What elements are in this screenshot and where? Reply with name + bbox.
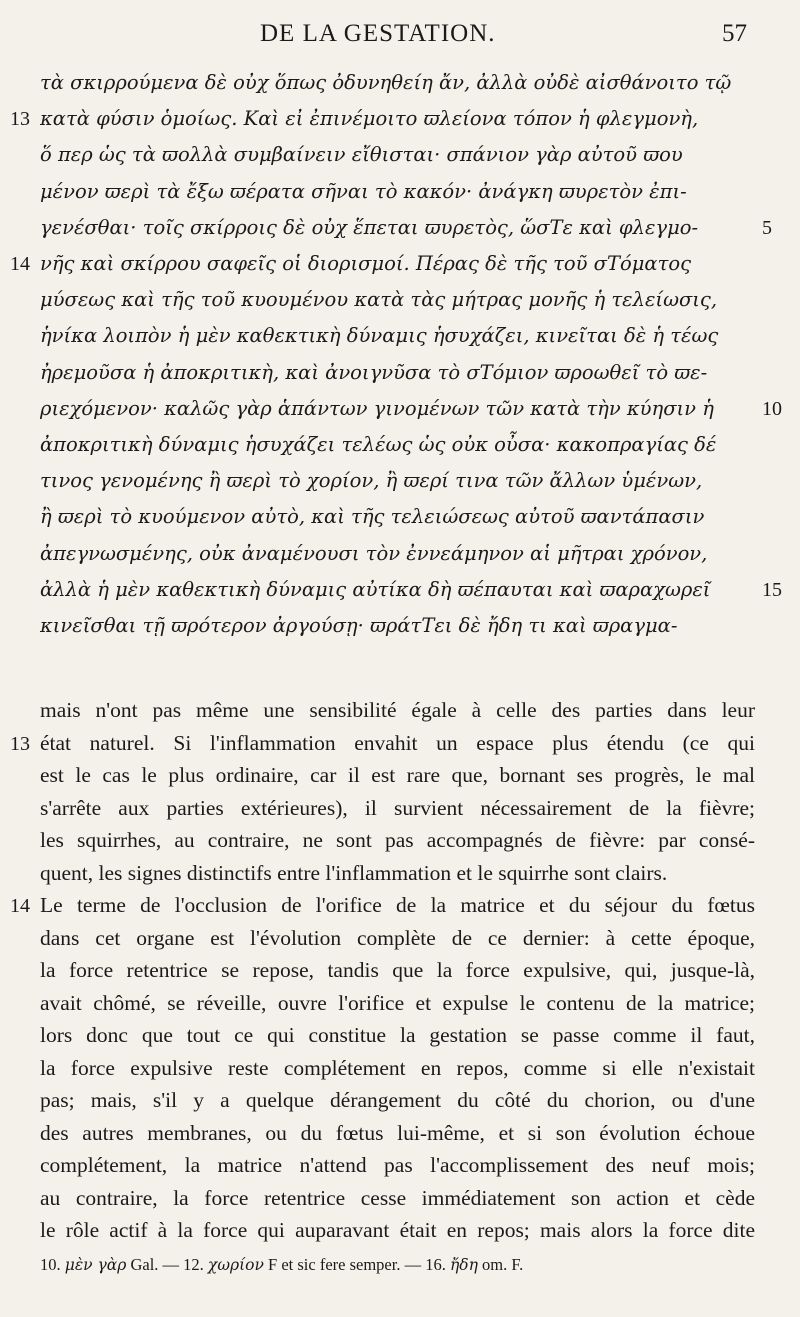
greek-text-line: κινεῖσθαι τῇ ϖρότερον ἀργούσῃ· ϖράτΤει δὲ ἤδη τι καὶ ϖραγμα- — [40, 614, 678, 637]
french-text-line: état naturel. Si l'inflammation envahit un espace plus étendu (ce qui — [40, 730, 755, 755]
footnote-greek: χωρίον — [207, 1256, 264, 1274]
margin-number: 14 — [10, 895, 30, 917]
footnote-greek: ἤδη — [449, 1256, 478, 1274]
greek-text-line: τινος γενομένης ἢ ϖερὶ τὸ χορίον, ἢ ϖερί τινα τῶν ἄλλων ὑμένων, — [40, 469, 703, 493]
french-text-line: dans cet organe est l'évolution complète de ce dernier: à cette époque, — [40, 925, 755, 950]
margin-number: 13 — [10, 732, 30, 755]
french-text-line: au contraire, la force retentrice cesse immédiatement son action et cède — [40, 1185, 755, 1210]
greek-text-line: νῆς καὶ σκίρρου σαφεῖς οἱ διορισμοί. Πέρας δὲ τῆς τοῦ σΤόματος — [40, 252, 692, 275]
greek-text-line: ἡνίκα λοιπὸν ἡ μὲν καθεκτικὴ δύναμις ἡσυχάζει, κινεῖται δὲ ἡ τέως — [40, 324, 719, 348]
greek-text-line: γενέσθαι· τοῖς σκίρροις δὲ οὐχ ἕπεται ϖυρετὸς, ὥσΤε καὶ φλεγμο- — [40, 215, 699, 239]
margin-number: 15 — [762, 578, 782, 601]
footnote-text: F et sic fere semper. — 16. — [268, 1255, 446, 1274]
french-text-line: quent, les signes distinctifs entre l'inflammation et le squirrhe sont clairs. — [40, 860, 668, 885]
running-header — [0, 18, 800, 52]
footnote — [40, 1255, 755, 1275]
french-text-line: Le terme de l'occlusion de l'orifice de la matrice et du séjour du fœtus — [40, 893, 755, 917]
footnote-greek: μὲν γὰρ — [64, 1256, 127, 1274]
footnote-number: 10. — [40, 1255, 61, 1274]
page-number: 57 — [722, 20, 747, 47]
margin-number: 10 — [762, 397, 782, 420]
french-text-line: le rôle actif à la force qui auparavant était en repos; mais alors la force dite — [40, 1218, 755, 1242]
greek-text-line: ὅ περ ὡς τὰ ϖολλὰ συμβαίνειν εἴθισται· σπάνιον γὰρ αὐτοῦ ϖου — [40, 143, 683, 167]
french-text-line: mais n'ont pas même une sensibilité égale à celle des parties dans leur — [40, 698, 755, 722]
greek-text-line: τὰ σκιρρούμενα δὲ οὐχ ὅπως ὀδυνηθείη ἄν, ἀλλὰ οὐδὲ αἰσθάνοιτο τῷ — [40, 71, 732, 94]
margin-number: 5 — [762, 216, 772, 239]
greek-text-line: κατὰ φύσιν ὁμοίως. Καὶ εἰ ἐπινέμοιτο ϖλείονα τόπον ἡ φλεγμονὴ, — [40, 107, 699, 131]
french-text-line: la force expulsive reste complétement en repos, comme si elle n'existait — [40, 1055, 755, 1080]
french-text-line: lors donc que tout ce qui constitue la gestation se passe comme il faut, — [40, 1023, 755, 1047]
greek-text-line: ἀποκριτικὴ δύναμις ἡσυχάζει τελέως ὡς οὐκ οὖσα· κακοπραγίας δέ — [40, 433, 717, 456]
greek-text-line: ἢ ϖερὶ τὸ κυούμενον αὐτὸ, καὶ τῆς τελειώσεως αὐτοῦ ϖαντάπασιν — [40, 505, 705, 529]
margin-number: 13 — [10, 108, 30, 131]
greek-text-line: ἀπεγνωσμένης, οὐκ ἀναμένουσι τὸν ἐννεάμηνον αἱ μῆτραι χρόνον, — [40, 541, 708, 565]
greek-text-line: ριεχόμενον· καλῶς γὰρ ἁπάντων γινομένων τῶν κατὰ τὴν κύησιν ἡ — [40, 396, 714, 420]
french-text-line: complétement, la matrice n'attend pas l'accomplissement des neuf mois; — [40, 1153, 755, 1177]
footnote-text: Gal. — 12. — [130, 1255, 204, 1274]
french-text-line: des autres membranes, ou du fœtus lui-même, et si son évolution échoue — [40, 1120, 755, 1145]
greek-text-line: ἠρεμοῦσα ἡ ἀποκριτικὴ, καὶ ἀνοιγνῦσα τὸ σΤόμιον ϖροωθεῖ τὸ ϖε- — [40, 360, 708, 384]
greek-text-line: μένον ϖερὶ τὰ ἔξω ϖέρατα σῆναι τὸ κακόν· ἀνάγκη ϖυρετὸν ἐπι- — [40, 179, 687, 203]
french-text-line: s'arrête aux parties extérieures), il survient nécessairement de la fièvre; — [40, 795, 755, 820]
running-title: DE LA GESTATION. — [260, 20, 496, 47]
french-text-line: est le cas le plus ordinaire, car il est rare que, bornant ses progrès, le mal — [40, 763, 755, 787]
greek-text-line: μύσεως καὶ τῆς τοῦ κυουμένου κατὰ τὰς μήτρας μονῆς ἡ τελείωσις, — [40, 288, 718, 312]
french-text-line: pas; mais, s'il y a quelque dérangement du côté du chorion, ou d'une — [40, 1088, 755, 1112]
french-text-line: les squirrhes, au contraire, ne sont pas accompagnés de fièvre: par consé- — [40, 828, 755, 852]
french-text-line: la force retentrice se repose, tandis que la force expulsive, qui, jusque-là, — [40, 958, 755, 982]
greek-text-line: ἀλλὰ ἡ μὲν καθεκτικὴ δύναμις αὐτίκα δὴ ϖέπαυται καὶ ϖαραχωρεῖ — [40, 577, 711, 601]
footnote-text: om. F. — [481, 1255, 524, 1274]
french-text-line: avait chômé, se réveille, ouvre l'orifice et expulse le contenu de la matrice; — [40, 990, 755, 1015]
margin-number: 14 — [10, 253, 30, 275]
